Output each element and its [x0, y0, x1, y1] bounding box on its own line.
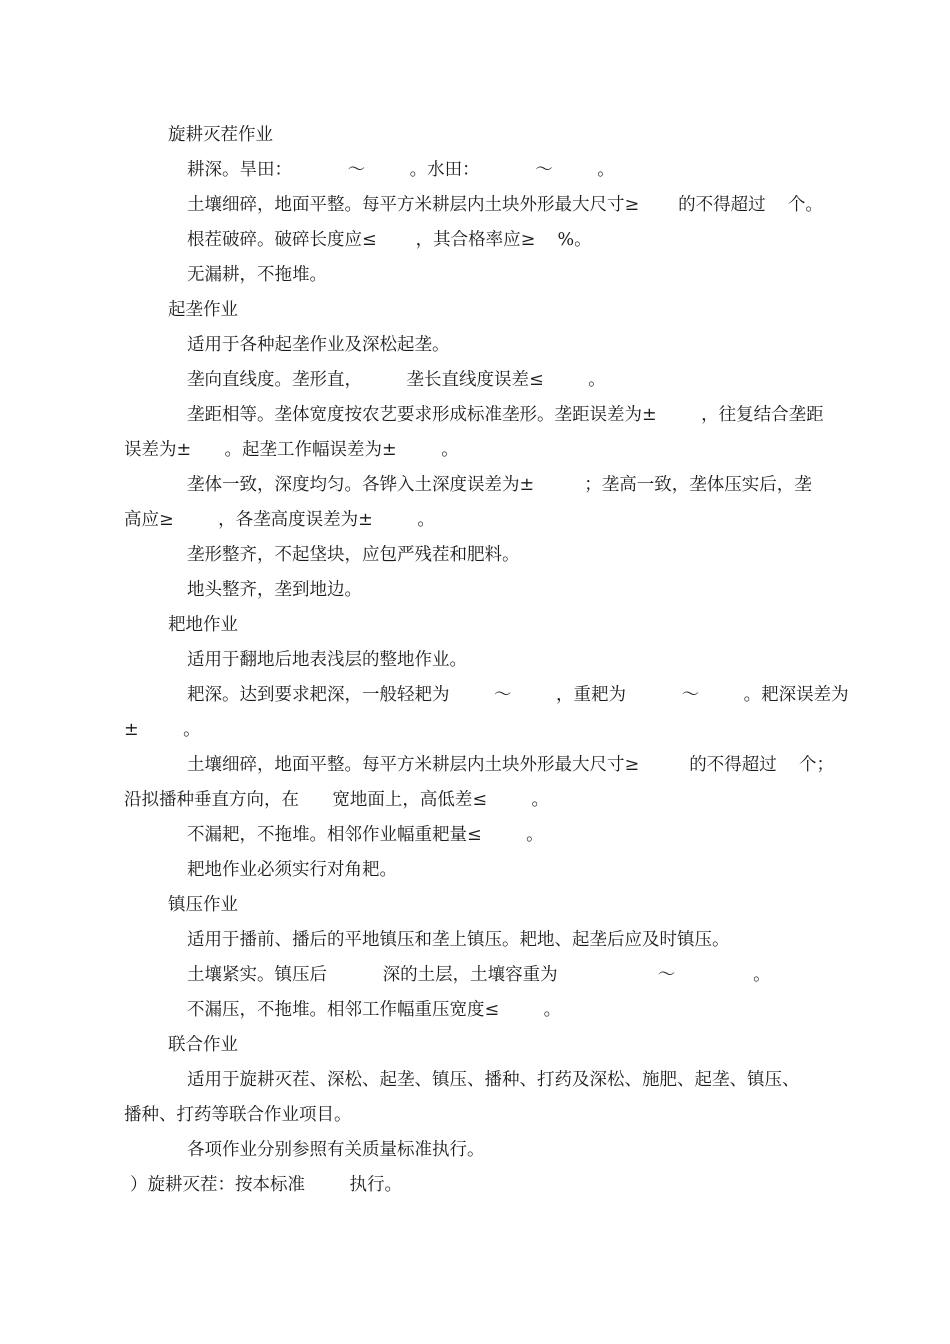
heading-combined-operation: 联合作业	[168, 1035, 238, 1055]
paragraph-line: 垄形整齐，不起垡块，应包严残茬和肥料。	[187, 545, 520, 565]
paragraph-line: 耙地作业必须实行对角耙。	[187, 860, 397, 880]
paragraph-line: 不漏耙，不拖堆。相邻作业幅重耙量≤ 。	[187, 825, 544, 845]
paragraph-line: 误差为± 。起垄工作幅误差为± 。	[124, 440, 459, 460]
paragraph-line: 垄向直线度。垄形直， 垄长直线度误差≤ 。	[187, 370, 606, 390]
paragraph-line: 耕深。旱田： ～ 。水田： ～ 。	[187, 160, 615, 180]
paragraph-line: 垄距相等。垄体宽度按农艺要求形成标准垄形。垄距误差为± ，往复结合垄距	[187, 405, 824, 425]
paragraph-line: 土壤细碎，地面平整。每平方米耕层内土块外形最大尺寸≥ 的不得超过 个。	[187, 195, 823, 215]
paragraph-line: 土壤紧实。镇压后 深的土层，土壤容重为 ～ 。	[187, 965, 771, 985]
paragraph-line: 适用于播前、播后的平地镇压和垄上镇压。耙地、起垄后应及时镇压。	[187, 930, 730, 950]
paragraph-line: 土壤细碎，地面平整。每平方米耕层内土块外形最大尺寸≥ 的不得超过 个；	[187, 755, 834, 775]
paragraph-line: ）旋耕灭茬：按本标准 执行。	[130, 1175, 403, 1195]
paragraph-line: 地头整齐，垄到地边。	[187, 580, 362, 600]
paragraph-line: 不漏压，不拖堆。相邻工作幅重压宽度≤ 。	[187, 1000, 562, 1020]
paragraph-line: 播种、打药等联合作业项目。	[124, 1105, 352, 1125]
paragraph-line: 垄体一致，深度均匀。各铧入土深度误差为± ；垄高一致，垄体压实后，垄	[187, 475, 812, 495]
paragraph-line: 根茬破碎。破碎长度应≤ ，其合格率应≥ %。	[187, 230, 592, 250]
paragraph-line: 沿拟播种垂直方向，在 宽地面上，高低差≤ 。	[124, 790, 550, 810]
paragraph-line: 无漏耕，不拖堆。	[187, 265, 327, 285]
paragraph-line: 适用于旋耕灭茬、深松、起垄、镇压、播种、打药及深松、施肥、起垄、镇压、	[187, 1070, 800, 1090]
paragraph-line: 高应≥ ，各垄高度误差为± 。	[124, 510, 435, 530]
paragraph-line: 耙深。达到要求耙深，一般轻耙为 ～ ，重耙为 ～ 。耙深误差为	[187, 685, 849, 705]
heading-ridging: 起垄作业	[168, 300, 238, 320]
paragraph-line: 适用于各种起垄作业及深松起垄。	[187, 335, 450, 355]
paragraph-line: 各项作业分别参照有关质量标准执行。	[187, 1140, 485, 1160]
paragraph-line: ± 。	[124, 720, 201, 740]
heading-rolling: 镇压作业	[168, 895, 238, 915]
heading-rotary-tillage: 旋耕灭茬作业	[168, 125, 273, 145]
heading-harrowing: 耙地作业	[168, 615, 238, 635]
paragraph-line: 适用于翻地后地表浅层的整地作业。	[187, 650, 467, 670]
